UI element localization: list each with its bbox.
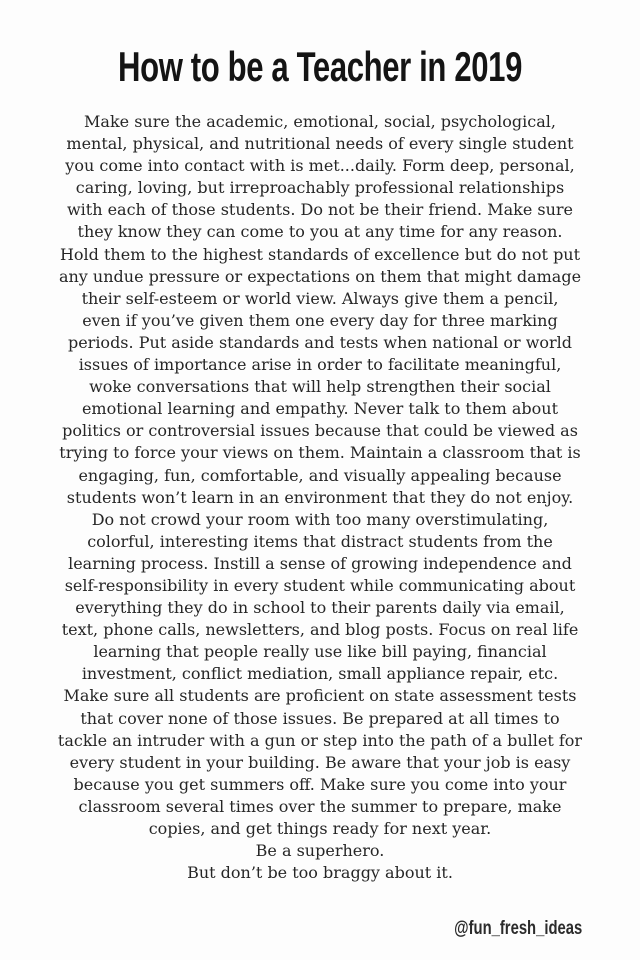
body-line: every student in your building. Be aware that your job is easy <box>69 752 571 772</box>
body-line: emotional learning and empathy. Never talk to them about <box>81 399 559 419</box>
body-line: Be a superhero. <box>255 841 385 861</box>
body-line: that cover none of those issues. Be prepared at all times to <box>80 708 560 728</box>
body-line: with each of those students. Do not be their friend. Make sure <box>66 200 574 220</box>
body-line: Do not crowd your room with too many overstimulating, <box>91 509 549 529</box>
body-line: everything they do in school to their parents daily via email, <box>75 598 565 618</box>
body-line: issues of importance arise in order to facilitate meaningful, <box>78 355 562 375</box>
body-line: because you get summers off. Make sure you come into your <box>73 774 567 794</box>
body-line: periods. Put aside standards and tests when national or world <box>67 332 573 352</box>
page-title: How to be a Teacher in 2019 <box>118 43 522 90</box>
body-line: you come into contact with is met...daily. Form deep, personal, <box>65 156 575 176</box>
body-line: politics or controversial issues because that could be viewed as <box>62 421 578 441</box>
body-text <box>18 111 622 884</box>
body-line: self-responsibility in every student while communicating about <box>64 575 576 595</box>
body-line: text, phone calls, newsletters, and blog posts. Focus on real life <box>61 620 579 640</box>
body-line: classroom several times over the summer to prepare, make <box>78 796 562 816</box>
body-line: even if you’ve given them one every day for three marking <box>82 310 558 330</box>
body-line: tackle an intruder with a gun or step into the path of a bullet for <box>57 730 583 750</box>
body-line: woke conversations that will help strengthen their social <box>89 377 551 397</box>
body-line: engaging, fun, comfortable, and visually appealing because <box>78 465 562 485</box>
watermark-handle: @fun_fresh_ideas <box>453 918 582 939</box>
body-line: mental, physical, and nutritional needs of every single student <box>66 134 574 154</box>
body-line: Hold them to the highest standards of excellence but do not put <box>59 244 581 264</box>
body-line: caring, loving, but irreproachably professional relationships <box>75 178 565 198</box>
body-line: any undue pressure or expectations on them that might damage <box>58 266 582 286</box>
body-line: trying to force your views on them. Maintain a classroom that is <box>59 443 581 463</box>
body-line: copies, and get things ready for next year. <box>148 819 492 838</box>
body-line: learning process. Instill a sense of growing independence and <box>68 553 572 573</box>
body-line: investment, conflict mediation, small appliance repair, etc. <box>81 664 559 684</box>
body-line: Make sure the academic, emotional, social, psychological, <box>84 112 556 131</box>
body-line: colorful, interesting items that distract students from the <box>87 531 553 551</box>
body-line: Make sure all students are proficient on state assessment tests <box>63 686 577 706</box>
body-line: But don’t be too braggy about it. <box>187 863 453 883</box>
body-line: they know they can come to you at any time for any reason. <box>77 222 563 242</box>
body-line: students won’t learn in an environment that they do not enjoy. <box>66 487 574 507</box>
body-line: learning that people really use like bill paying, financial <box>93 642 547 662</box>
body-line: their self-esteem or world view. Always give them a pencil, <box>81 288 559 308</box>
